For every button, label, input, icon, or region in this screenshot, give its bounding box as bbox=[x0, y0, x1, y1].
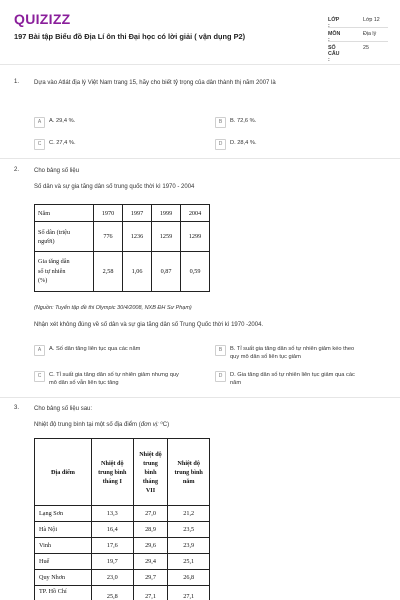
place-cell: Quy Nhơn bbox=[35, 570, 92, 586]
place-cell: TP. Hồ Chí bbox=[35, 586, 92, 600]
option-letter-badge: C bbox=[34, 139, 45, 150]
caption-end: ) bbox=[167, 422, 170, 428]
option-text bbox=[49, 372, 209, 387]
option-text-line: mô dân số vẫn liên tục tăng bbox=[49, 379, 119, 386]
table-row bbox=[35, 506, 210, 522]
option-text: B. 72,6 %. bbox=[230, 118, 257, 124]
table-header-row bbox=[35, 205, 210, 222]
header-line: tháng bbox=[142, 477, 159, 485]
table-source: (Nguồn: Tuyển tập đề thi Olympic 30/4/2008, NXB ĐH Sư Phạm) bbox=[34, 305, 192, 311]
table-cell: 13,3 bbox=[92, 506, 134, 522]
meta-divider bbox=[328, 27, 388, 28]
table-cell: 16,4 bbox=[92, 522, 134, 538]
table-cell: 21,2 bbox=[168, 506, 210, 522]
meta-subject-value: Địa lý bbox=[363, 31, 377, 37]
table-row bbox=[35, 538, 210, 554]
table-cell: 27,1 bbox=[133, 586, 168, 600]
question-divider bbox=[0, 158, 400, 159]
table-cell: 23,0 bbox=[92, 570, 134, 586]
table-cell: 1299 bbox=[181, 222, 210, 252]
table-cell: 29,7 bbox=[133, 570, 168, 586]
option-text-line: C. Tỉ suất gia tăng dân số tự nhiên giảm nhưng quy bbox=[49, 372, 179, 378]
table-cell: 23,9 bbox=[168, 538, 210, 554]
option-letter-badge: B bbox=[215, 117, 226, 128]
table-header-cell: Năm bbox=[35, 205, 94, 222]
table-header-cell: 1999 bbox=[152, 205, 181, 222]
table-header-cell: 1997 bbox=[123, 205, 152, 222]
option-text-line: B. Tỉ suất gia tăng dân số tự nhiên giảm kéo theo bbox=[230, 346, 355, 352]
header-divider bbox=[0, 64, 400, 65]
meta-class-label: LỚP : bbox=[328, 17, 340, 29]
question-3-intro: Cho bảng số liệu sau: bbox=[34, 406, 93, 412]
header-line: năm bbox=[182, 477, 195, 485]
table-cell: 27,1 bbox=[168, 586, 210, 600]
table-cell: 776 bbox=[94, 222, 123, 252]
quizizz-logo[interactable]: QUIZIZZ bbox=[14, 11, 71, 27]
header-line: Nhiệt độ bbox=[101, 459, 124, 467]
caption-unit-symbol: ⁰C bbox=[160, 422, 168, 428]
row-label-cell bbox=[35, 222, 94, 252]
header-line: trung bbox=[143, 459, 158, 467]
population-table bbox=[34, 204, 210, 292]
option-text-line: năm bbox=[230, 379, 242, 386]
header bbox=[0, 0, 400, 64]
table-row bbox=[35, 252, 210, 292]
table-cell: 25,8 bbox=[92, 586, 134, 600]
table-cell: 27,0 bbox=[133, 506, 168, 522]
row-label-line: Số dân (triệu bbox=[38, 228, 70, 236]
temperature-table bbox=[34, 438, 210, 600]
option-text-line: D. Gia tăng dân số tự nhiên liên tục giảm qua các bbox=[230, 372, 355, 378]
option-letter-badge: C bbox=[34, 371, 45, 382]
caption-text: Nhiệt độ trung bình tại một số địa điểm ( bbox=[34, 422, 141, 428]
question-divider bbox=[0, 397, 400, 398]
option-letter-badge: A bbox=[34, 117, 45, 128]
table-caption: Số dân và sự gia tăng dân số trung quốc thời kì 1970 - 2004 bbox=[34, 184, 195, 190]
option-letter-badge: D bbox=[215, 139, 226, 150]
table-header-cell bbox=[92, 439, 134, 506]
place-cell: Vinh bbox=[35, 538, 92, 554]
table-cell: 23,5 bbox=[168, 522, 210, 538]
meta-divider bbox=[328, 41, 388, 42]
table-cell: 1236 bbox=[123, 222, 152, 252]
question-2-number: 2. bbox=[14, 167, 20, 173]
place-cell: Lạng Sơn bbox=[35, 506, 92, 522]
table-header-row bbox=[35, 439, 210, 506]
header-line: Nhiệt độ bbox=[177, 459, 200, 467]
option-text bbox=[49, 346, 140, 354]
row-label-line: số tự nhiên bbox=[38, 267, 66, 275]
header-line: trung bình bbox=[174, 468, 203, 476]
table-cell: 0,87 bbox=[152, 252, 181, 292]
option-letter-badge: A bbox=[34, 345, 45, 356]
table-cell: 26,8 bbox=[168, 570, 210, 586]
place-cell: Hà Nội bbox=[35, 522, 92, 538]
option-text bbox=[230, 372, 390, 387]
table-cell: 29,4 bbox=[133, 554, 168, 570]
option-letter-badge: D bbox=[215, 371, 226, 382]
table-row bbox=[35, 586, 210, 600]
table-cell: 0,59 bbox=[181, 252, 210, 292]
table-header-cell: 2004 bbox=[181, 205, 210, 222]
table-cell: 29,6 bbox=[133, 538, 168, 554]
header-line: bình bbox=[144, 468, 157, 476]
option-text-line: quy mô dân số liên tục giảm bbox=[230, 353, 301, 360]
table-header-cell: 1970 bbox=[94, 205, 123, 222]
meta-class-value: Lớp 12 bbox=[363, 17, 380, 23]
table-header-cell: Địa điểm bbox=[35, 439, 92, 506]
meta-subject-label: MÔN : bbox=[328, 31, 341, 43]
header-line: Nhiệt độ bbox=[139, 450, 162, 458]
header-line: tháng I bbox=[102, 477, 122, 485]
row-label-line: người) bbox=[38, 237, 55, 245]
header-line: VII bbox=[145, 486, 156, 494]
table-header-cell bbox=[168, 439, 210, 506]
option-text bbox=[230, 346, 390, 361]
header-line: trung bình bbox=[98, 468, 127, 476]
table-cell: 19,7 bbox=[92, 554, 134, 570]
table-cell: 17,6 bbox=[92, 538, 134, 554]
table-cell: 1259 bbox=[152, 222, 181, 252]
option-text: C. 27,4 %. bbox=[49, 140, 76, 146]
table-cell: 1,06 bbox=[123, 252, 152, 292]
table-caption bbox=[34, 421, 169, 430]
table-row bbox=[35, 570, 210, 586]
option-text: A. 29,4 %. bbox=[49, 118, 76, 124]
place-cell: Huế bbox=[35, 554, 92, 570]
table-row bbox=[35, 222, 210, 252]
table-row bbox=[35, 554, 210, 570]
table-row bbox=[35, 522, 210, 538]
meta-count-label: SỐ CÂU : bbox=[328, 45, 340, 63]
option-letter-badge: B bbox=[215, 345, 226, 356]
question-2-text: Nhận xét không đúng về số dân và sự gia tăng dân số Trung Quốc thời kì 1970 -2004. bbox=[34, 322, 264, 328]
question-2-intro: Cho bảng số liệu bbox=[34, 168, 80, 174]
caption-unit: đơn vị: bbox=[140, 422, 161, 428]
meta-count-value: 25 bbox=[363, 45, 369, 51]
page-title: 197 Bài tập Biểu đồ Địa Lí ôn thi Đại học có lời giải ( vận dụng P2) bbox=[14, 32, 246, 41]
table-cell: 2,58 bbox=[94, 252, 123, 292]
row-label-line: Gia tăng dân bbox=[38, 258, 70, 266]
question-3-number: 3. bbox=[14, 405, 20, 411]
table-cell: 28,9 bbox=[133, 522, 168, 538]
row-label-cell bbox=[35, 252, 94, 292]
question-1-number: 1. bbox=[14, 79, 20, 85]
row-label-line: (%) bbox=[38, 277, 48, 285]
table-cell: 25,1 bbox=[168, 554, 210, 570]
table-header-cell bbox=[133, 439, 168, 506]
option-text-line: A. Số dân tăng liên tục qua các năm bbox=[49, 346, 141, 352]
option-text: D. 28,4 %. bbox=[230, 140, 257, 146]
question-1-text: Dựa vào Atlát địa lý Việt Nam trang 15, hãy cho biết tỷ trọng của dân thành thị năm 2007 là bbox=[34, 80, 276, 86]
